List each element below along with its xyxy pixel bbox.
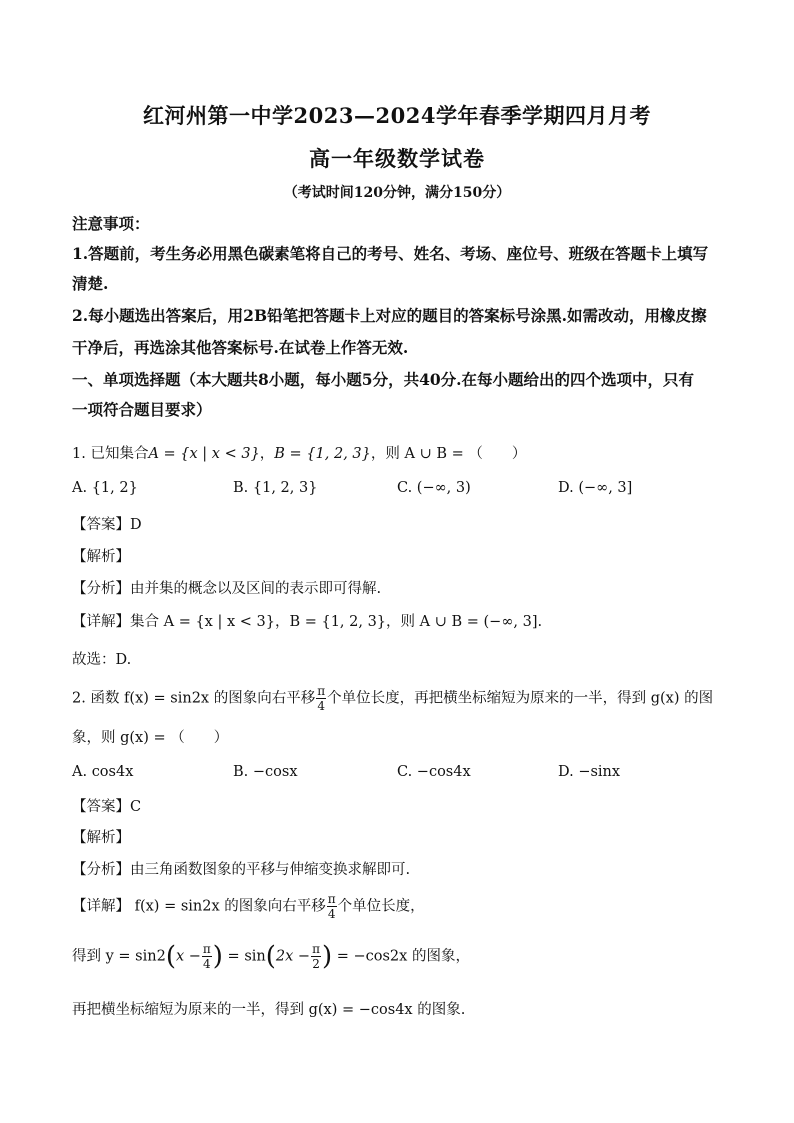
q2-pi-over-4 — [316, 684, 326, 713]
q2-analysis-label: 【解析】 — [72, 830, 130, 846]
q2-option-a: A. cos4x — [72, 764, 134, 780]
q2-stem-suffix: 个单位长度，再把横坐标缩短为原来的一半，得到 g(x) 的图 — [327, 690, 714, 707]
q2-step — [72, 942, 732, 971]
q2-frac-num: π — [317, 684, 326, 698]
q2-step-part2: 2x − — [275, 948, 311, 965]
q2-step-frac2-den: 2 — [312, 957, 320, 971]
q1-stem-suffix: ，则 A ∪ B = （ ） — [370, 446, 527, 462]
q2-frac-den: 4 — [317, 699, 325, 713]
q2-step-part1: x − — [175, 948, 201, 965]
q2-step-frac2-num: π — [312, 942, 320, 956]
q2-final: 再把横坐标缩短为原来的一半，得到 g(x) = −cos4x 的图象. — [72, 1002, 466, 1018]
q2-detail-pi-over-4 — [327, 892, 337, 921]
notice-item-1-cont: 清楚. — [72, 274, 109, 293]
q1-detail: 【详解】集合 A = {x | x < 3}，B = {1, 2, 3}，则 A ∪ B = (−∞, 3]. — [72, 614, 543, 630]
q2-step-open-paren-2: ( — [265, 941, 276, 972]
q1-set-a: A = {x | x < 3} — [148, 446, 260, 462]
q2-step-suffix: = −cos2x 的图象， — [332, 948, 470, 965]
exam-time-info: （考试时间120分钟，满分150分） — [283, 185, 511, 201]
q2-step-frac1-num: π — [202, 942, 211, 956]
exam-subtitle-grade: 高一年级数学试卷 — [309, 146, 485, 171]
q2-answer: 【答案】C — [72, 799, 142, 815]
q1-analysis-label: 【解析】 — [72, 549, 130, 565]
q1-answer: 【答案】D — [72, 517, 142, 533]
q1-option-b: B. {1, 2, 3} — [233, 480, 318, 496]
q2-option-d: D. −sinx — [558, 764, 621, 780]
q1-fenxi: 【分析】由并集的概念以及区间的表示即可得解. — [72, 581, 382, 597]
q2-step-mid: = sin — [222, 948, 266, 965]
q1-option-a: A. {1, 2} — [72, 480, 138, 496]
q1-stem-prefix: 1. 已知集合 — [72, 446, 149, 462]
q2-step-prefix: 得到 y = sin2 — [72, 948, 166, 965]
q2-step-open-paren: ( — [165, 941, 176, 972]
notice-heading: 注意事项： — [72, 214, 150, 233]
q2-step-close-paren-2: ) — [321, 941, 333, 972]
q2-detail-suffix: 个单位长度， — [337, 898, 425, 915]
q1-set-b: B = {1, 2, 3} — [274, 446, 371, 462]
q2-option-c: C. −cos4x — [397, 764, 471, 780]
notice-item-2-cont: 干净后，再选涂其他答案标号.在试卷上作答无效. — [72, 338, 409, 357]
q1-option-d: D. (−∞, 3] — [558, 480, 633, 496]
question-2-stem — [72, 684, 732, 713]
q1-option-c: C. (−∞, 3) — [397, 480, 471, 496]
q2-step-close-paren: ) — [212, 941, 223, 972]
q2-detail-prefix: 【详解】 f(x) = sin2x 的图象向右平移 — [72, 898, 326, 915]
q2-stem-prefix: 2. 函数 f(x) = sin2x 的图象向右平移 — [72, 690, 316, 707]
q2-step-frac1-den: 4 — [203, 957, 211, 971]
notice-item-2: 2.每小题选出答案后，用2B铅笔把答题卡上对应的题目的答案标号涂黑.如需改动，用橡皮擦 — [72, 306, 707, 325]
question-2-stem-cont: 象，则 g(x) = （ ） — [72, 730, 229, 746]
question-1-stem — [72, 442, 732, 466]
q2-detail — [72, 892, 732, 921]
q2-detail-frac-den: 4 — [327, 907, 336, 921]
q2-step-frac1 — [202, 942, 212, 971]
exam-title: 红河州第一中学2023—2024学年春季学期四月月考 — [143, 103, 651, 128]
section-heading: 一、单项选择题（本大题共8小题，每小题5分，共40分.在每小题给出的四个选项中，只有 — [72, 370, 695, 389]
q2-detail-frac-num: π — [327, 892, 336, 906]
q1-sep: ， — [259, 446, 275, 462]
section-heading-cont: 一项符合题目要求） — [72, 400, 212, 419]
q2-step-frac2 — [311, 942, 321, 971]
q1-conclusion: 故选：D. — [72, 652, 132, 668]
q2-option-b: B. −cosx — [233, 764, 298, 780]
notice-item-1: 1.答题前，考生务必用黑色碳素笔将自己的考号、姓名、考场、座位号、班级在答题卡上填写 — [72, 244, 709, 263]
q2-fenxi: 【分析】由三角函数图象的平移与伸缩变换求解即可. — [72, 862, 411, 878]
